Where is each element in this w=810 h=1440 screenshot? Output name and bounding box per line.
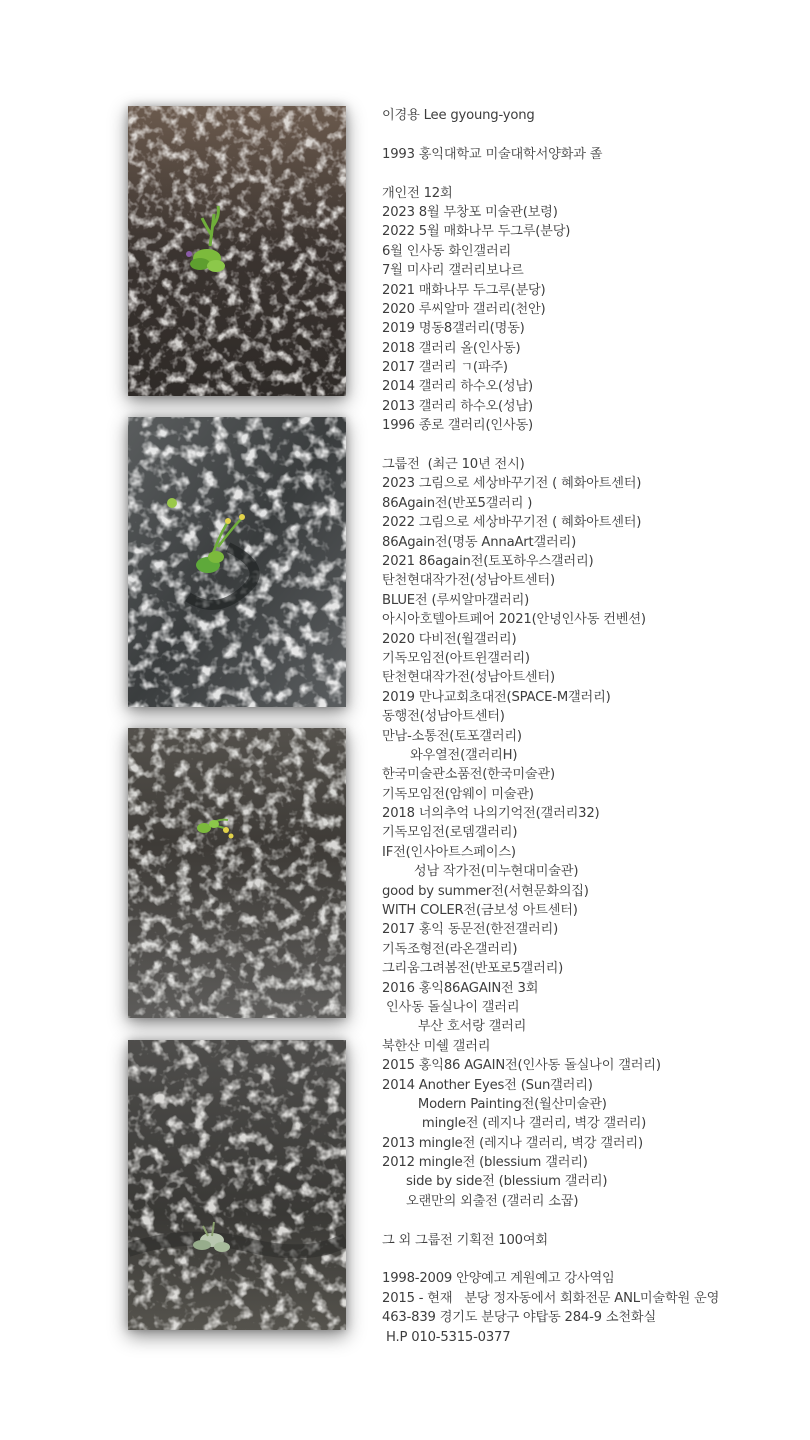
education: 1993 홍익대학교 미술대학서양화과 졸	[382, 146, 603, 162]
group-exhibition-item: 탄천현대작가전(성남아트센터)	[382, 670, 555, 686]
painting-2-image	[128, 417, 346, 707]
group-exhibition-item: side by side전 (blessium 갤러리)	[382, 1174, 608, 1190]
solo-exhibition-item: 6월 인사동 화인갤러리	[382, 243, 512, 259]
artist-bio	[382, 106, 802, 1347]
group-heading: 그룹전 (최근 10년 전시)	[382, 457, 525, 473]
painting-3	[128, 728, 346, 1018]
group-exhibition-item: 오랜만의 외출전 (갤러리 소꿉)	[382, 1193, 579, 1209]
painting-4-image	[128, 1040, 346, 1330]
spacer	[382, 436, 802, 455]
solo-exhibition-item: 2018 갤러리 올(인사동)	[382, 340, 521, 356]
group-exhibition-item: 인사동 돌실나이 갤러리	[382, 999, 520, 1015]
spacer	[382, 164, 802, 183]
solo-exhibition-item: 1996 종로 갤러리(인사동)	[382, 418, 533, 434]
career-list	[382, 1269, 802, 1347]
group-exhibition-item: 기독모임전(아트윈갤러리)	[382, 650, 530, 666]
solo-exhibition-item: 2017 갤러리 ㄱ(파주)	[382, 360, 508, 376]
group-exhibition-item: 2013 mingle전 (레지나 갤러리, 벽강 갤러리)	[382, 1135, 643, 1151]
group-exhibition-item: 2020 다비전(월갤러리)	[382, 631, 517, 647]
group-exhibition-item: BLUE전 (루씨알마갤러리)	[382, 592, 530, 608]
group-exhibition-item: 2022 그림으로 세상바꾸기전 ( 혜화아트센터)	[382, 515, 642, 531]
group-exhibition-item: good by summer전(서현문화의집)	[382, 883, 589, 899]
spacer	[382, 125, 802, 144]
group-exhibition-item: 기독조형전(라온갤러리)	[382, 941, 518, 957]
group-exhibition-item: 2017 홍익 동문전(한전갤러리)	[382, 922, 559, 938]
group-exhibition-item: 부산 호서랑 갤러리	[382, 1019, 527, 1035]
solo-exhibition-list	[382, 203, 802, 436]
group-exhibition-item: 2014 Another Eyes전 (Sun갤러리)	[382, 1077, 593, 1093]
spacer	[382, 1211, 802, 1230]
group-exhibition-item: 2012 mingle전 (blessium 갤러리)	[382, 1155, 588, 1171]
solo-exhibition-item: 2014 갤러리 하수오(성남)	[382, 379, 533, 395]
career-item: 463-839 경기도 분당구 야탑동 284-9 소천화실	[382, 1310, 656, 1326]
group-exhibition-item: 탄천현대작가전(성남아트센터)	[382, 573, 555, 589]
group-exhibition-item: mingle전 (레지나 갤러리, 벽강 갤러리)	[382, 1116, 647, 1132]
solo-exhibition-item: 2020 루씨알마 갤러리(천안)	[382, 301, 546, 317]
group-exhibition-item: IF전(인사아트스페이스)	[382, 844, 516, 860]
group-exhibition-item: 2015 홍익86 AGAIN전(인사동 돌실나이 갤러리)	[382, 1058, 661, 1074]
group-exhibition-item: WITH COLER전(금보성 아트센터)	[382, 903, 578, 919]
group-exhibition-item: 기독모임전(암웨이 미술관)	[382, 786, 534, 802]
group-exhibition-item: 북한산 미쉘 갤러리	[382, 1038, 491, 1054]
group-exhibition-item: 2021 86again전(토포하우스갤러리)	[382, 553, 594, 569]
painting-1	[128, 106, 346, 396]
solo-exhibition-item: 2022 5월 매화나무 두그루(분당)	[382, 224, 571, 240]
group-exhibition-item: 성남 작가전(미누현대미술관)	[382, 864, 579, 880]
solo-exhibition-item: 2013 갤러리 하수오(성남)	[382, 398, 533, 414]
group-exhibition-item: 만남-소통전(토포갤러리)	[382, 728, 522, 744]
solo-exhibition-item: 2019 명동8갤러리(명동)	[382, 321, 525, 337]
artist-name: 이경용 Lee gyoung-yong	[382, 108, 535, 123]
other-group-note: 그 외 그룹전 기획전 100여회	[382, 1232, 548, 1248]
group-exhibition-item: 86Again전(반포5갤러리 )	[382, 495, 533, 511]
group-exhibition-item: 기독모임전(로뎀갤러리)	[382, 825, 518, 841]
group-exhibition-item: 2018 너의추억 나의기억전(갤러리32)	[382, 806, 600, 822]
group-exhibition-item: 2016 홍익86AGAIN전 3회	[382, 980, 539, 996]
group-exhibition-item: 아시아호텔아트페어 2021(안녕인사동 컨벤션)	[382, 612, 646, 628]
solo-exhibition-item: 2021 매화나무 두그루(분당)	[382, 282, 546, 298]
spacer	[382, 1250, 802, 1269]
career-item: H.P 010-5315-0377	[382, 1329, 511, 1345]
painting-4	[128, 1040, 346, 1330]
career-item: 2015 - 현재 분당 정자동에서 회화전문 ANL미술학원 운영	[382, 1290, 720, 1306]
group-exhibition-item: 동행전(성남아트센터)	[382, 709, 505, 725]
group-exhibition-list	[382, 474, 802, 1211]
career-item: 1998-2009 안양예고 계원예고 강사역임	[382, 1271, 615, 1287]
group-exhibition-item: 2023 그림으로 세상바꾸기전 ( 혜화아트센터)	[382, 476, 642, 492]
group-exhibition-item: 와우열전(갤러리H)	[382, 747, 518, 763]
painting-1-image	[128, 106, 346, 396]
group-exhibition-item: 한국미술관소품전(한국미술관)	[382, 767, 555, 783]
group-exhibition-item: Modern Painting전(월산미술관)	[382, 1096, 607, 1112]
group-exhibition-item: 86Again전(명동 AnnaArt갤러리)	[382, 534, 577, 550]
solo-heading: 개인전 12회	[382, 185, 453, 201]
group-exhibition-item: 그리움그려봄전(반포로5갤러리)	[382, 961, 564, 977]
group-exhibition-item: 2019 만나교회초대전(SPACE-M갤러리)	[382, 689, 611, 705]
painting-2	[128, 417, 346, 707]
solo-exhibition-item: 7월 미사리 갤러리보나르	[382, 263, 524, 279]
solo-exhibition-item: 2023 8월 무창포 미술관(보령)	[382, 204, 558, 220]
painting-3-image	[128, 728, 346, 1018]
